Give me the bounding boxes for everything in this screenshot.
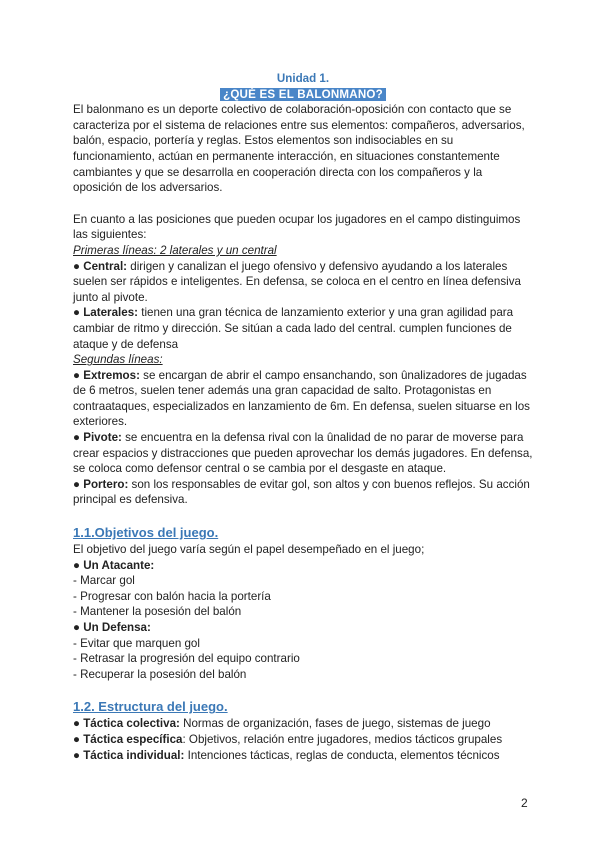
laterales-label: ● Laterales: bbox=[73, 306, 138, 320]
page-number: 2 bbox=[521, 796, 528, 810]
portero-text: son los responsables de evitar gol, son altos y con buenos reflejos. Su acción principal es defensiva. bbox=[73, 477, 530, 507]
unit-label: Unidad 1. bbox=[276, 72, 330, 85]
defender-label bbox=[73, 620, 533, 636]
central-text: dirigen y canalizan el juego ofensivo y defensivo ayudando a los laterales suelen ser rápidos e inteligentes. En defensa, se coloca en el centro en línea defensiva junto al pivote. bbox=[73, 259, 521, 304]
page-title: ¿QUÉ ES EL BALONMANO? bbox=[220, 88, 386, 101]
tactica-item bbox=[73, 732, 533, 748]
spacer bbox=[73, 196, 533, 212]
list-item: - Recuperar la posesión del balón bbox=[73, 667, 247, 681]
central-item bbox=[73, 259, 533, 306]
title-line bbox=[73, 87, 533, 103]
tactica-item bbox=[73, 716, 533, 732]
attacker-label-text: ● Un Atacante: bbox=[73, 558, 155, 572]
section-heading-objetivos: 1.1.Objetivos del juego. bbox=[73, 525, 219, 541]
pivote-text: se encuentra en la defensa rival con la ûnalidad de no parar de moverse para crear espacios y distracciones que pueden aprovechar los demás jugadores. En defensa, se coloca como defensor central o se cambia por el desgaste en ataque. bbox=[73, 431, 533, 476]
intro-paragraph: El balonmano es un deporte colectivo de colaboración-oposición con contacto que se caracteriza por el sistema de relaciones entre sus elementos: compañeros, adversarios, balón, espacio, portería y reglas. Estos elementos son indisociables en su funcionamiento, actúan en permanente interacción, en situaciones constantemente cambiantes y que se desarrolla en cooperación directa con los compañeros y la oposición de los adversarios. bbox=[73, 103, 525, 195]
extremos-text: se encargan de abrir el campo ensanchando, son ûnalizadores de jugadas de 6 metros, suelen tener además una gran capacidad de salto. Protagonistas en contraataques, especializados en lanzamiento de 6m. En defensa, suelen situarse en los exteriores. bbox=[73, 368, 530, 429]
list-item: - Evitar que marquen gol bbox=[73, 636, 200, 650]
positions-intro: En cuanto a las posiciones que pueden ocupar los jugadores en el campo distinguimos las siguientes: bbox=[73, 212, 521, 242]
page-content bbox=[73, 71, 533, 763]
tactica-label: ● Táctica específica bbox=[73, 732, 183, 746]
list-item: - Progresar con balón hacia la portería bbox=[73, 589, 271, 603]
tactica-label: ● Táctica colectiva: bbox=[73, 717, 180, 731]
list-item: - Marcar gol bbox=[73, 574, 135, 588]
extremos-item bbox=[73, 368, 533, 430]
section-heading-estructura: 1.2. Estructura del juego. bbox=[73, 699, 228, 715]
second-lines-subheading: Segundas líneas: bbox=[73, 353, 163, 367]
objetivos-intro: El objetivo del juego varía según el papel desempeñado en el juego; bbox=[73, 543, 425, 557]
pivote-label: ● Pivote: bbox=[73, 431, 122, 445]
spacer bbox=[73, 508, 533, 524]
spacer bbox=[73, 682, 533, 698]
extremos-label: ● Extremos: bbox=[73, 368, 140, 382]
list-item: - Retrasar la progresión del equipo contrario bbox=[73, 652, 300, 666]
list-item: - Mantener la posesión del balón bbox=[73, 605, 242, 619]
tactica-text: Normas de organización, fases de juego, sistemas de juego bbox=[179, 717, 491, 731]
portero-item bbox=[73, 477, 533, 508]
central-label: ● Central: bbox=[73, 259, 128, 273]
tactica-label: ● Táctica individual: bbox=[73, 748, 185, 762]
first-lines-subheading: Primeras líneas: 2 laterales y un central bbox=[73, 243, 277, 257]
portero-label: ● Portero: bbox=[73, 477, 129, 491]
tactica-text: Intenciones tácticas, reglas de conducta, elementos técnicos bbox=[184, 748, 500, 762]
pivote-item bbox=[73, 430, 533, 477]
laterales-text: tienen una gran técnica de lanzamiento exterior y una gran agilidad para cambiar de ritmo y dirección. Se sitúan a cada lado del central. cumplen funciones de ataque y de defensa bbox=[73, 306, 514, 351]
tactica-text: : Objetivos, relación entre jugadores, medios tácticos grupales bbox=[182, 732, 503, 746]
defender-label-text: ● Un Defensa: bbox=[73, 621, 151, 634]
attacker-label bbox=[73, 558, 533, 574]
laterales-item bbox=[73, 305, 533, 352]
tactica-item bbox=[73, 748, 533, 764]
